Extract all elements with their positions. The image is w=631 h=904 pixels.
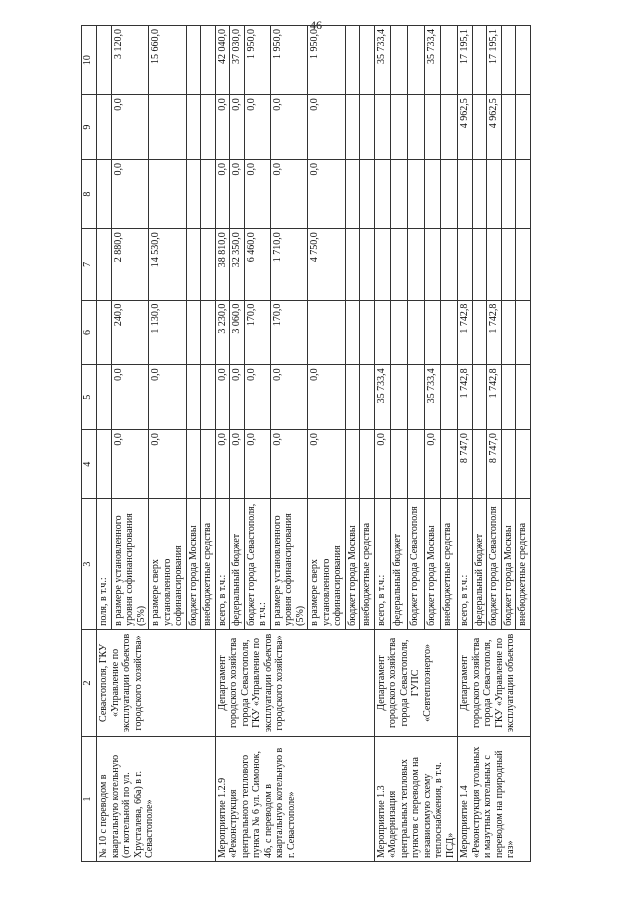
table-row [215, 26, 230, 862]
amount-cell: 35 733,4 [424, 26, 441, 95]
amount-cell [441, 300, 458, 365]
amount-cell [360, 229, 375, 300]
amount-cell [501, 229, 516, 300]
amount-cell [345, 365, 360, 430]
amount-cell: 0,0 [111, 365, 149, 430]
amount-cell [501, 160, 516, 229]
amount-cell: 1 742,8 [458, 300, 473, 365]
amount-cell [472, 365, 487, 430]
amount-cell [97, 430, 112, 499]
amount-cell: 17 195,1 [487, 26, 502, 95]
funding-source-cell: всего, в т.ч.: [374, 499, 391, 630]
amount-cell [472, 229, 487, 300]
amount-cell [407, 95, 424, 160]
table-row [458, 26, 473, 862]
amount-cell: 35 733,4 [374, 365, 391, 430]
amount-cell [201, 160, 216, 229]
amount-cell [472, 430, 487, 499]
amount-cell [97, 160, 112, 229]
amount-cell [441, 160, 458, 229]
funding-source-cell: федеральный бюджет [230, 499, 245, 630]
amount-cell: 15 660,0 [149, 26, 187, 95]
amount-cell [407, 26, 424, 95]
amount-cell [97, 26, 112, 95]
column-header: 6 [82, 300, 97, 365]
amount-cell: 1 950,0 [308, 26, 346, 95]
amount-cell [360, 365, 375, 430]
amount-cell [360, 160, 375, 229]
amount-cell [149, 95, 187, 160]
column-header: 1 [82, 737, 97, 862]
amount-cell [516, 430, 531, 499]
amount-cell: 0,0 [149, 430, 187, 499]
amount-cell [516, 26, 531, 95]
measure-name-cell: № 10 с переводом в квартальную котельную (от котельной по ул. Хрусталева, 66а) в г. Севастополе» [97, 737, 216, 862]
amount-cell: 0,0 [308, 430, 346, 499]
amount-cell: 0,0 [215, 365, 230, 430]
amount-cell: 0,0 [244, 365, 270, 430]
funding-source-cell: бюджет города Севастополя [407, 499, 424, 630]
amount-cell: 3 060,0 [230, 300, 245, 365]
amount-cell [516, 300, 531, 365]
amount-cell: 3 230,0 [215, 300, 230, 365]
amount-cell: 170,0 [270, 300, 308, 365]
funding-source-cell: в размере сверх установленного софинансирования [308, 499, 346, 630]
executor-cell: Департамент городского хозяйства города Севастополя, ГКУ «Управление по эксплуатации объектов [458, 629, 531, 736]
amount-cell: 4 962,5 [487, 95, 502, 160]
amount-cell: 35 733,4 [424, 365, 441, 430]
amount-cell: 1 950,0 [244, 26, 270, 95]
amount-cell [441, 430, 458, 499]
table-row [374, 26, 391, 862]
amount-cell: 35 733,4 [374, 26, 391, 95]
column-header: 2 [82, 629, 97, 736]
amount-cell [472, 26, 487, 95]
amount-cell [407, 229, 424, 300]
amount-cell [345, 300, 360, 365]
amount-cell: 0,0 [424, 430, 441, 499]
amount-cell [441, 95, 458, 160]
amount-cell [501, 26, 516, 95]
amount-cell [149, 160, 187, 229]
column-header: 10 [82, 26, 97, 95]
amount-cell [391, 430, 408, 499]
amount-cell [516, 229, 531, 300]
amount-cell [472, 95, 487, 160]
amount-cell [441, 229, 458, 300]
page-number: 46 [310, 18, 322, 32]
amount-cell: 0,0 [230, 160, 245, 229]
amount-cell [391, 160, 408, 229]
amount-cell [458, 229, 473, 300]
amount-cell [424, 95, 441, 160]
amount-cell [424, 300, 441, 365]
amount-cell [501, 95, 516, 160]
amount-cell [360, 300, 375, 365]
amount-cell: 14 530,0 [149, 229, 187, 300]
funding-source-cell: внебюджетные средства [360, 499, 375, 630]
amount-cell [472, 300, 487, 365]
amount-cell [186, 229, 201, 300]
amount-cell [97, 365, 112, 430]
funding-source-cell: бюджет города Москвы [186, 499, 201, 630]
amount-cell [345, 430, 360, 499]
amount-cell: 0,0 [244, 160, 270, 229]
funding-source-cell: внебюджетные средства [441, 499, 458, 630]
amount-cell: 0,0 [270, 365, 308, 430]
amount-cell [374, 300, 391, 365]
funding-source-cell: в размере сверх установленного софинансирования [149, 499, 187, 630]
amount-cell: 1 742,8 [487, 365, 502, 430]
amount-cell [345, 26, 360, 95]
amount-cell: 0,0 [215, 95, 230, 160]
amount-cell: 4 962,5 [458, 95, 473, 160]
column-header: 8 [82, 160, 97, 229]
amount-cell: 0,0 [244, 430, 270, 499]
funding-source-cell: внебюджетные средства [201, 499, 216, 630]
amount-cell [391, 95, 408, 160]
amount-cell: 8 747,0 [487, 430, 502, 499]
amount-cell: 0,0 [244, 95, 270, 160]
amount-cell: 0,0 [270, 160, 308, 229]
amount-cell [201, 300, 216, 365]
amount-cell [97, 300, 112, 365]
amount-cell: 0,0 [111, 160, 149, 229]
executor-cell: Севастополя, ГКУ «Управление по эксплуатации объектов городского хозяйства» [97, 629, 216, 736]
amount-cell: 0,0 [374, 430, 391, 499]
amount-cell: 42 040,0 [215, 26, 230, 95]
amount-cell [97, 229, 112, 300]
amount-cell [97, 95, 112, 160]
amount-cell: 240,0 [111, 300, 149, 365]
amount-cell [391, 229, 408, 300]
amount-cell [407, 300, 424, 365]
amount-cell [186, 430, 201, 499]
amount-cell [487, 160, 502, 229]
amount-cell: 0,0 [215, 160, 230, 229]
amount-cell [374, 160, 391, 229]
amount-cell [424, 229, 441, 300]
amount-cell [186, 160, 201, 229]
amount-cell: 0,0 [230, 430, 245, 499]
measure-name-cell: Мероприятие 1.2.9 «Реконструкция центрального теплового пункта № 6 ул. Симонок, 46, с переводом в квартальную котельную в г. Севастополе» [215, 737, 374, 862]
amount-cell [308, 300, 346, 365]
amount-cell [360, 430, 375, 499]
amount-cell [441, 26, 458, 95]
funding-source-cell: внебюджетные средства [516, 499, 531, 630]
column-header: 9 [82, 95, 97, 160]
amount-cell [360, 95, 375, 160]
amount-cell [407, 160, 424, 229]
amount-cell: 1 742,8 [458, 365, 473, 430]
amount-cell [516, 95, 531, 160]
amount-cell [516, 160, 531, 229]
amount-cell: 0,0 [270, 430, 308, 499]
amount-cell [201, 430, 216, 499]
amount-cell: 38 810,0 [215, 229, 230, 300]
executor-cell: Департамент городского хозяйства города Севастополя, ГКУ «Управление по эксплуатации объектов городского хозяйства» [215, 629, 374, 736]
amount-cell: 0,0 [230, 95, 245, 160]
funding-source-cell: в размере установленного уровня софинансирования (5%) [111, 499, 149, 630]
rotated-table-container [81, 25, 605, 862]
column-header: 7 [82, 229, 97, 300]
amount-cell: 1 710,0 [270, 229, 308, 300]
amount-cell [201, 365, 216, 430]
amount-cell: 17 195,1 [458, 26, 473, 95]
table-row [97, 26, 112, 862]
funding-source-cell: бюджет города Москвы [424, 499, 441, 630]
amount-cell: 6 460,0 [244, 229, 270, 300]
amount-cell: 1 950,0 [270, 26, 308, 95]
amount-cell [201, 229, 216, 300]
amount-cell [374, 229, 391, 300]
amount-cell [501, 430, 516, 499]
amount-cell [186, 365, 201, 430]
amount-cell [472, 160, 487, 229]
amount-cell: 0,0 [111, 95, 149, 160]
amount-cell: 3 120,0 [111, 26, 149, 95]
executor-cell: Департамент городского хозяйства города Севастополя, ГУПС «Севтеплоэнерго» [374, 629, 458, 736]
amount-cell: 4 750,0 [308, 229, 346, 300]
budget-table [81, 25, 531, 862]
amount-cell [441, 365, 458, 430]
column-header: 3 [82, 499, 97, 630]
amount-cell [501, 365, 516, 430]
amount-cell: 37 030,0 [230, 26, 245, 95]
amount-cell [201, 26, 216, 95]
measure-name-cell: Мероприятие 1.3 «Модернизация центральных тепловых пунктов с переводом на независимую схему теплоснабжения, в т.ч. ПСД» [374, 737, 458, 862]
amount-cell [458, 160, 473, 229]
funding-source-cell: бюджет города Москвы [345, 499, 360, 630]
funding-source-cell: бюджет города Севастополя [487, 499, 502, 630]
amount-cell [345, 229, 360, 300]
amount-cell [345, 95, 360, 160]
column-header: 4 [82, 430, 97, 499]
amount-cell [391, 300, 408, 365]
column-number-row [82, 26, 97, 862]
amount-cell [407, 365, 424, 430]
amount-cell [374, 95, 391, 160]
amount-cell [501, 300, 516, 365]
amount-cell [391, 365, 408, 430]
amount-cell [391, 26, 408, 95]
amount-cell [345, 160, 360, 229]
funding-source-cell: поля, в т.ч.: [97, 499, 112, 630]
amount-cell: 0,0 [230, 365, 245, 430]
amount-cell: 1 742,8 [487, 300, 502, 365]
amount-cell: 0,0 [308, 95, 346, 160]
column-header: 5 [82, 365, 97, 430]
amount-cell: 2 880,0 [111, 229, 149, 300]
amount-cell [201, 95, 216, 160]
amount-cell: 0,0 [308, 160, 346, 229]
amount-cell [186, 95, 201, 160]
amount-cell [487, 229, 502, 300]
amount-cell [424, 160, 441, 229]
amount-cell: 0,0 [308, 365, 346, 430]
amount-cell [516, 365, 531, 430]
funding-source-cell: всего, в т.ч.: [215, 499, 230, 630]
amount-cell [360, 26, 375, 95]
measure-name-cell: Мероприятие 1.4 «Реконструкция угольных и мазутных котельных с переводом на природный газ» [458, 737, 531, 862]
amount-cell: 8 747,0 [458, 430, 473, 499]
funding-source-cell: всего, в т.ч.: [458, 499, 473, 630]
funding-source-cell: бюджет города Москвы [501, 499, 516, 630]
amount-cell: 170,0 [244, 300, 270, 365]
funding-source-cell: федеральный бюджет [472, 499, 487, 630]
funding-source-cell: в размере установленного уровня софинансирования (5%) [270, 499, 308, 630]
funding-source-cell: бюджет города Севастополя, в т.ч.: [244, 499, 270, 630]
amount-cell: 32 350,0 [230, 229, 245, 300]
amount-cell [186, 26, 201, 95]
amount-cell: 0,0 [215, 430, 230, 499]
amount-cell: 0,0 [149, 365, 187, 430]
amount-cell: 0,0 [270, 95, 308, 160]
amount-cell [407, 430, 424, 499]
amount-cell: 0,0 [111, 430, 149, 499]
amount-cell: 1 130,0 [149, 300, 187, 365]
funding-source-cell: федеральный бюджет [391, 499, 408, 630]
amount-cell [186, 300, 201, 365]
